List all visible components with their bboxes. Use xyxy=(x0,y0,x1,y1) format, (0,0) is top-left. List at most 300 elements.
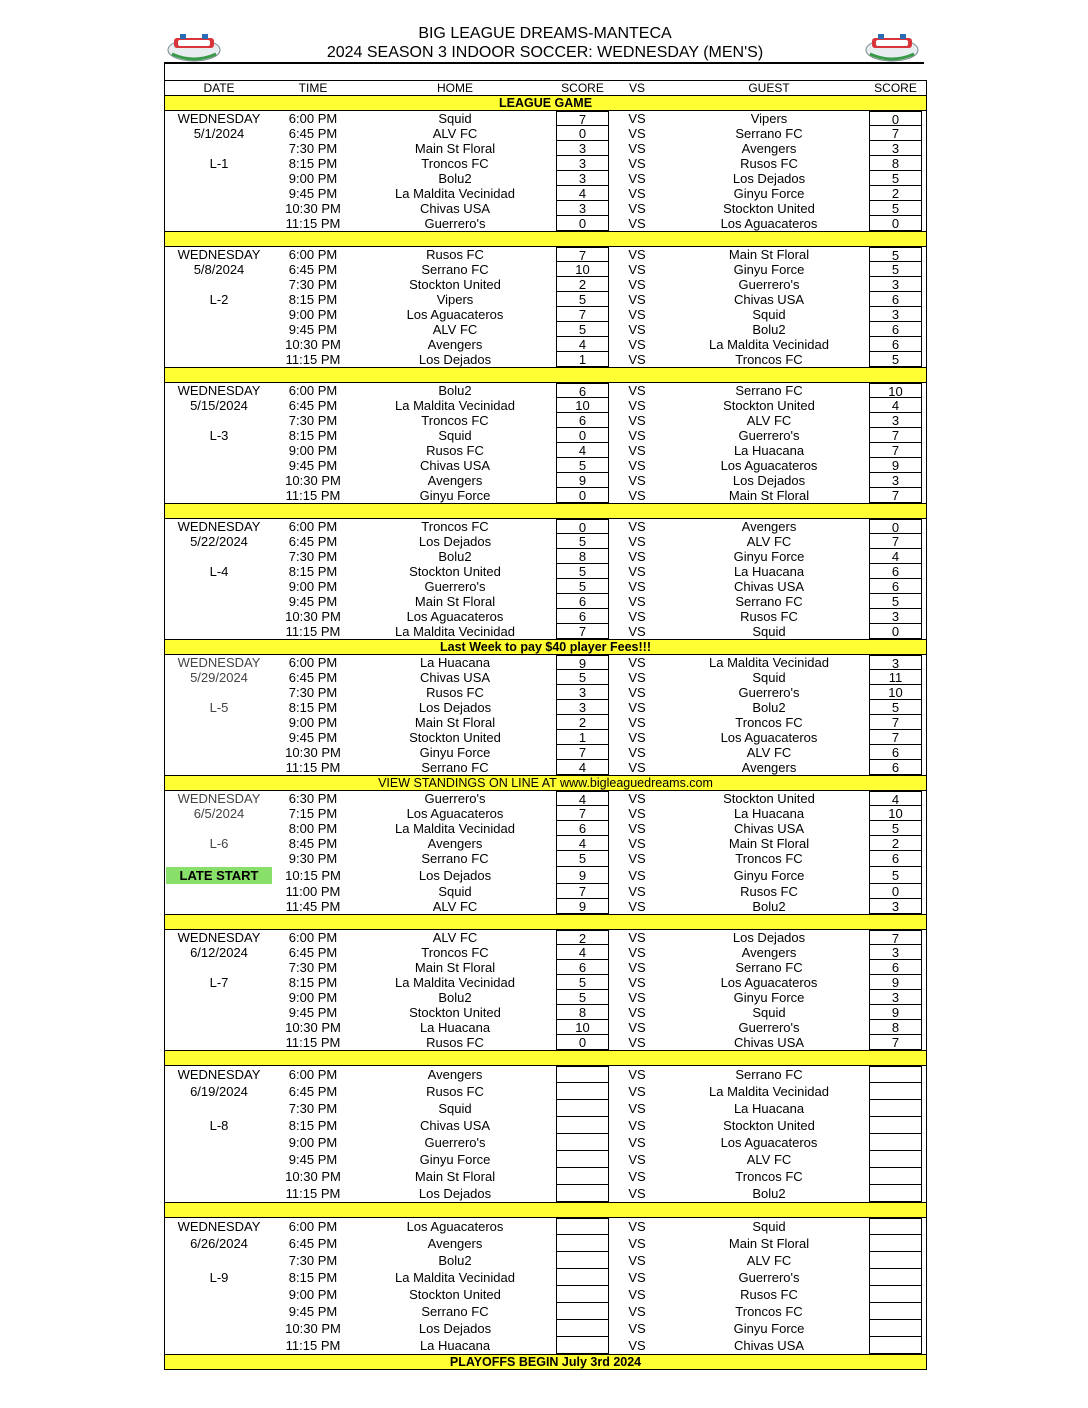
game-time: 11:15 PM xyxy=(285,488,341,503)
guest-score-cell[interactable] xyxy=(869,1269,922,1286)
home-team: Ginyu Force xyxy=(419,488,491,503)
home-team: Los Dejados xyxy=(418,700,492,715)
game-row xyxy=(165,730,926,745)
guest-score-cell[interactable] xyxy=(869,1083,922,1100)
home-score-cell[interactable]: 7 xyxy=(556,247,609,262)
home-score-cell[interactable]: 10 xyxy=(556,1020,609,1035)
home-score-cell[interactable]: 5 xyxy=(556,670,609,685)
game-row xyxy=(165,1185,926,1202)
game-row xyxy=(165,899,926,914)
league-game-band: LEAGUE GAME xyxy=(165,95,926,111)
guest-score-cell[interactable]: 6 xyxy=(869,564,922,579)
col-vs: VS xyxy=(628,81,645,95)
vs-label: VS xyxy=(628,201,646,216)
game-row xyxy=(165,609,926,624)
game-time: 6:30 PM xyxy=(288,791,338,806)
guest-team: Los Aguacateros xyxy=(720,458,818,473)
game-time: 9:00 PM xyxy=(288,990,338,1005)
home-score-cell[interactable]: 5 xyxy=(556,851,609,867)
game-row xyxy=(165,1005,926,1020)
guest-score-cell[interactable] xyxy=(869,1320,922,1337)
guest-team: ALV FC xyxy=(746,1253,792,1268)
guest-team: Bolu2 xyxy=(752,700,786,715)
separator-band xyxy=(165,914,926,930)
guest-score-cell[interactable]: 6 xyxy=(869,760,922,775)
home-score-cell[interactable]: 4 xyxy=(556,760,609,775)
game-time: 10:30 PM xyxy=(285,201,341,216)
home-team: Serrano FC xyxy=(421,760,489,775)
guest-score-cell[interactable] xyxy=(869,1185,922,1202)
home-score-cell[interactable]: 0 xyxy=(556,428,609,443)
home-score-cell[interactable]: 0 xyxy=(556,488,609,503)
home-score-cell[interactable]: 8 xyxy=(556,1005,609,1020)
home-team: ALV FC xyxy=(432,930,478,945)
home-score-cell[interactable]: 4 xyxy=(556,443,609,458)
home-score-cell[interactable]: 0 xyxy=(556,216,609,231)
guest-team: Rusos FC xyxy=(740,156,798,171)
home-score-cell[interactable] xyxy=(556,1066,609,1083)
left-rule xyxy=(164,62,165,80)
home-score-cell[interactable]: 9 xyxy=(556,899,609,914)
guest-score-cell[interactable]: 6 xyxy=(869,322,922,337)
home-score-cell[interactable]: 8 xyxy=(556,549,609,564)
game-row xyxy=(165,488,926,503)
home-score-cell[interactable]: 3 xyxy=(556,171,609,186)
game-row xyxy=(165,884,926,899)
game-time: 9:45 PM xyxy=(288,1152,338,1167)
guest-team: Los Aguacateros xyxy=(720,730,818,745)
game-row xyxy=(165,156,926,171)
home-score-cell[interactable]: 10 xyxy=(556,398,609,413)
guest-score-cell[interactable]: 3 xyxy=(869,307,922,322)
week-day: WEDNESDAY xyxy=(177,930,261,945)
home-score-cell[interactable]: 3 xyxy=(556,700,609,715)
guest-team: Los Aguacateros xyxy=(720,975,818,990)
game-row xyxy=(165,277,926,292)
separator-band xyxy=(165,503,926,519)
home-score-cell[interactable]: 3 xyxy=(556,141,609,156)
home-score-cell[interactable] xyxy=(556,1185,609,1202)
guest-score-cell[interactable]: 2 xyxy=(869,186,922,201)
guest-score-cell[interactable] xyxy=(869,1235,922,1252)
vs-label: VS xyxy=(628,960,646,975)
guest-team: ALV FC xyxy=(746,534,792,549)
home-team: Troncos FC xyxy=(421,156,489,171)
vs-label: VS xyxy=(628,186,646,201)
guest-score-cell[interactable]: 0 xyxy=(869,519,922,534)
game-row xyxy=(165,579,926,594)
game-time: 9:00 PM xyxy=(288,1287,338,1302)
home-score-cell[interactable]: 7 xyxy=(556,745,609,760)
guest-score-cell[interactable] xyxy=(869,1286,922,1303)
game-time: 6:45 PM xyxy=(288,398,338,413)
guest-score-cell[interactable]: 7 xyxy=(869,488,922,503)
guest-score-cell[interactable]: 6 xyxy=(869,851,922,867)
home-score-cell[interactable]: 7 xyxy=(556,111,609,126)
guest-score-cell[interactable]: 7 xyxy=(869,534,922,549)
guest-score-cell[interactable]: 5 xyxy=(869,247,922,262)
home-score-cell[interactable]: 7 xyxy=(556,884,609,899)
week-date: 5/15/2024 xyxy=(190,398,248,413)
home-team: Chivas USA xyxy=(419,670,491,685)
guest-score-cell[interactable]: 3 xyxy=(869,655,922,670)
home-team: Serrano FC xyxy=(421,1304,489,1319)
home-team: Guerrero's xyxy=(424,216,486,231)
home-score-cell[interactable] xyxy=(556,1083,609,1100)
guest-score-cell[interactable]: 7 xyxy=(869,443,922,458)
home-team: La Maldita Vecinidad xyxy=(395,821,515,836)
game-row xyxy=(165,1269,926,1286)
guest-score-cell[interactable]: 0 xyxy=(869,624,922,639)
guest-score-cell[interactable]: 10 xyxy=(869,383,922,398)
vs-label: VS xyxy=(628,1219,646,1234)
vs-label: VS xyxy=(628,262,646,277)
guest-score-cell[interactable]: 8 xyxy=(869,1020,922,1035)
home-team: Rusos FC xyxy=(426,247,484,262)
home-score-cell[interactable]: 6 xyxy=(556,609,609,624)
guest-team: Rusos FC xyxy=(740,884,798,899)
home-team: ALV FC xyxy=(432,126,478,141)
guest-team: Bolu2 xyxy=(752,899,786,914)
vs-label: VS xyxy=(628,171,646,186)
home-score-cell[interactable]: 0 xyxy=(556,1035,609,1050)
home-score-cell[interactable] xyxy=(556,1100,609,1117)
game-row xyxy=(165,1083,926,1100)
guest-score-cell[interactable]: 10 xyxy=(869,685,922,700)
home-score-cell[interactable]: 5 xyxy=(556,534,609,549)
guest-score-cell[interactable]: 9 xyxy=(869,975,922,990)
separator-band xyxy=(165,367,926,383)
guest-score-cell[interactable]: 5 xyxy=(869,262,922,277)
home-score-cell[interactable]: 5 xyxy=(556,322,609,337)
vs-label: VS xyxy=(628,473,646,488)
guest-score-cell[interactable]: 2 xyxy=(869,836,922,851)
week-label: L-7 xyxy=(209,975,229,990)
home-score-cell[interactable] xyxy=(556,1151,609,1168)
home-score-cell[interactable]: 10 xyxy=(556,262,609,277)
guest-score-cell[interactable] xyxy=(869,1134,922,1151)
home-score-cell[interactable]: 5 xyxy=(556,990,609,1005)
guest-score-cell[interactable]: 3 xyxy=(869,413,922,428)
game-time: 10:30 PM xyxy=(285,337,341,352)
week-block xyxy=(165,655,926,775)
game-row xyxy=(165,655,926,670)
home-team: Vipers xyxy=(436,292,474,307)
home-score-cell[interactable]: 5 xyxy=(556,579,609,594)
guest-score-cell[interactable] xyxy=(869,1252,922,1269)
week-block xyxy=(165,247,926,367)
home-score-cell[interactable] xyxy=(556,1269,609,1286)
game-row xyxy=(165,960,926,975)
home-team: La Huacana xyxy=(419,1338,491,1353)
home-team: La Huacana xyxy=(419,1020,491,1035)
home-score-cell[interactable]: 5 xyxy=(556,292,609,307)
home-score-cell[interactable]: 4 xyxy=(556,791,609,806)
home-team: La Huacana xyxy=(419,655,491,670)
game-time: 10:30 PM xyxy=(285,609,341,624)
guest-score-cell[interactable]: 0 xyxy=(869,884,922,899)
home-score-cell[interactable] xyxy=(556,1235,609,1252)
home-score-cell[interactable]: 9 xyxy=(556,867,609,884)
vs-label: VS xyxy=(628,990,646,1005)
guest-score-cell[interactable] xyxy=(869,1066,922,1083)
guest-team: Chivas USA xyxy=(733,1338,805,1353)
game-time: 6:45 PM xyxy=(288,1084,338,1099)
guest-score-cell[interactable]: 6 xyxy=(869,292,922,307)
game-row xyxy=(165,594,926,609)
guest-score-cell[interactable]: 6 xyxy=(869,960,922,975)
guest-score-cell[interactable]: 5 xyxy=(869,867,922,884)
home-score-cell[interactable]: 4 xyxy=(556,186,609,201)
vs-label: VS xyxy=(628,383,646,398)
guest-score-cell[interactable]: 6 xyxy=(869,579,922,594)
game-time: 11:15 PM xyxy=(285,1338,341,1353)
home-score-cell[interactable]: 3 xyxy=(556,201,609,216)
game-time: 11:15 PM xyxy=(285,1186,341,1201)
guest-score-cell[interactable] xyxy=(869,1100,922,1117)
home-team: Chivas USA xyxy=(419,201,491,216)
guest-team: Troncos FC xyxy=(735,851,803,866)
game-row xyxy=(165,1134,926,1151)
guest-score-cell[interactable]: 7 xyxy=(869,715,922,730)
week-day: WEDNESDAY xyxy=(177,111,261,126)
game-time: 7:30 PM xyxy=(288,1101,338,1116)
game-time: 8:15 PM xyxy=(288,1118,338,1133)
week-day: WEDNESDAY xyxy=(177,247,261,262)
guest-score-cell[interactable]: 9 xyxy=(869,1005,922,1020)
game-time: 9:00 PM xyxy=(288,1135,338,1150)
home-team: Bolu2 xyxy=(438,990,472,1005)
game-row xyxy=(165,624,926,639)
guest-team: Ginyu Force xyxy=(733,186,805,201)
vs-label: VS xyxy=(628,458,646,473)
game-row xyxy=(165,216,926,231)
home-score-cell[interactable]: 3 xyxy=(556,156,609,171)
guest-team: Vipers xyxy=(750,111,788,126)
guest-score-cell[interactable]: 0 xyxy=(869,216,922,231)
home-score-cell[interactable]: 6 xyxy=(556,413,609,428)
guest-team: Bolu2 xyxy=(752,1186,786,1201)
home-team: ALV FC xyxy=(432,322,478,337)
guest-team: Los Dejados xyxy=(732,171,806,186)
home-team: Squid xyxy=(438,428,472,443)
stadium-logo-left-icon xyxy=(166,30,222,64)
game-time: 9:45 PM xyxy=(288,1304,338,1319)
guest-score-cell[interactable] xyxy=(869,1303,922,1320)
game-row xyxy=(165,1168,926,1185)
home-score-cell[interactable]: 7 xyxy=(556,624,609,639)
week-label: L-9 xyxy=(209,1270,229,1285)
guest-score-cell[interactable]: 5 xyxy=(869,594,922,609)
home-score-cell[interactable]: 1 xyxy=(556,352,609,367)
guest-score-cell[interactable]: 7 xyxy=(869,930,922,945)
guest-score-cell[interactable]: 4 xyxy=(869,398,922,413)
vs-label: VS xyxy=(628,899,646,914)
home-score-cell[interactable]: 0 xyxy=(556,126,609,141)
guest-score-cell[interactable]: 3 xyxy=(869,141,922,156)
game-time: 8:15 PM xyxy=(288,292,338,307)
stadium-logo-right-icon xyxy=(864,30,920,64)
guest-score-cell[interactable]: 8 xyxy=(869,156,922,171)
home-score-cell[interactable]: 4 xyxy=(556,337,609,352)
guest-team: Ginyu Force xyxy=(733,1321,805,1336)
home-team: La Maldita Vecinidad xyxy=(395,975,515,990)
vs-label: VS xyxy=(628,836,646,851)
guest-score-cell[interactable]: 0 xyxy=(869,111,922,126)
home-score-cell[interactable]: 4 xyxy=(556,945,609,960)
week-date: 6/12/2024 xyxy=(190,945,248,960)
standings-band: VIEW STANDINGS ON LINE AT www.bigleaguedreams.com xyxy=(165,775,926,791)
game-row xyxy=(165,186,926,201)
guest-score-cell[interactable]: 5 xyxy=(869,352,922,367)
week-block xyxy=(165,1066,926,1202)
guest-score-cell[interactable] xyxy=(869,1117,922,1134)
guest-score-cell[interactable]: 6 xyxy=(869,337,922,352)
guest-team: Guerrero's xyxy=(738,1020,800,1035)
home-score-cell[interactable]: 2 xyxy=(556,930,609,945)
week-label: L-3 xyxy=(209,428,229,443)
game-time: 9:45 PM xyxy=(288,594,338,609)
home-score-cell[interactable]: 7 xyxy=(556,307,609,322)
home-score-cell[interactable] xyxy=(556,1337,609,1354)
guest-score-cell[interactable]: 7 xyxy=(869,126,922,141)
guest-score-cell[interactable]: 4 xyxy=(869,549,922,564)
game-time: 7:30 PM xyxy=(288,685,338,700)
game-time: 6:00 PM xyxy=(288,519,338,534)
vs-label: VS xyxy=(628,1084,646,1099)
home-team: Bolu2 xyxy=(438,549,472,564)
home-score-cell[interactable]: 6 xyxy=(556,960,609,975)
guest-score-cell[interactable]: 3 xyxy=(869,609,922,624)
home-score-cell[interactable] xyxy=(556,1320,609,1337)
game-row xyxy=(165,141,926,156)
home-score-cell[interactable]: 6 xyxy=(556,821,609,836)
title-rule xyxy=(164,62,924,64)
home-score-cell[interactable]: 2 xyxy=(556,277,609,292)
guest-score-cell[interactable]: 3 xyxy=(869,990,922,1005)
home-score-cell[interactable]: 2 xyxy=(556,715,609,730)
guest-score-cell[interactable] xyxy=(869,1151,922,1168)
home-score-cell[interactable] xyxy=(556,1134,609,1151)
home-score-cell[interactable]: 7 xyxy=(556,806,609,821)
vs-label: VS xyxy=(628,806,646,821)
game-row xyxy=(165,670,926,685)
week-label: L-4 xyxy=(209,564,229,579)
guest-score-cell[interactable]: 5 xyxy=(869,700,922,715)
guest-score-cell[interactable] xyxy=(869,1168,922,1185)
home-team: La Maldita Vecinidad xyxy=(395,1270,515,1285)
home-team: La Maldita Vecinidad xyxy=(395,398,515,413)
vs-label: VS xyxy=(628,760,646,775)
home-score-cell[interactable] xyxy=(556,1218,609,1235)
game-row xyxy=(165,549,926,564)
home-score-cell[interactable] xyxy=(556,1252,609,1269)
guest-team: Stockton United xyxy=(723,1118,815,1133)
guest-score-cell[interactable]: 3 xyxy=(869,945,922,960)
home-score-cell[interactable]: 0 xyxy=(556,519,609,534)
guest-score-cell[interactable]: 11 xyxy=(869,670,922,685)
weeks-container xyxy=(165,111,926,1370)
home-score-cell[interactable] xyxy=(556,1303,609,1320)
vs-label: VS xyxy=(628,352,646,367)
game-row xyxy=(165,867,926,884)
game-row xyxy=(165,851,926,867)
home-score-cell[interactable] xyxy=(556,1117,609,1134)
game-row xyxy=(165,975,926,990)
game-time: 7:30 PM xyxy=(288,549,338,564)
guest-score-cell[interactable]: 5 xyxy=(869,821,922,836)
guest-score-cell[interactable]: 6 xyxy=(869,745,922,760)
home-score-cell[interactable]: 9 xyxy=(556,655,609,670)
guest-team: Chivas USA xyxy=(733,1035,805,1050)
guest-score-cell[interactable]: 7 xyxy=(869,730,922,745)
guest-score-cell[interactable]: 7 xyxy=(869,1035,922,1050)
home-score-cell[interactable]: 3 xyxy=(556,685,609,700)
guest-score-cell[interactable]: 9 xyxy=(869,458,922,473)
home-score-cell[interactable]: 6 xyxy=(556,383,609,398)
guest-team: Rusos FC xyxy=(740,609,798,624)
game-row xyxy=(165,1286,926,1303)
guest-score-cell[interactable]: 3 xyxy=(869,277,922,292)
game-row xyxy=(165,1117,926,1134)
guest-score-cell[interactable] xyxy=(869,1218,922,1235)
home-score-cell[interactable]: 6 xyxy=(556,594,609,609)
home-score-cell[interactable] xyxy=(556,1168,609,1185)
game-row xyxy=(165,564,926,579)
home-score-cell[interactable]: 5 xyxy=(556,458,609,473)
game-time: 7:15 PM xyxy=(288,806,338,821)
guest-score-cell[interactable]: 3 xyxy=(869,899,922,914)
guest-score-cell[interactable]: 4 xyxy=(869,791,922,806)
guest-score-cell[interactable]: 5 xyxy=(869,171,922,186)
game-row xyxy=(165,473,926,488)
guest-score-cell[interactable] xyxy=(869,1337,922,1354)
guest-score-cell[interactable]: 7 xyxy=(869,428,922,443)
guest-score-cell[interactable]: 3 xyxy=(869,473,922,488)
vs-label: VS xyxy=(628,851,646,866)
vs-label: VS xyxy=(628,428,646,443)
vs-label: VS xyxy=(628,277,646,292)
game-row xyxy=(165,383,926,398)
guest-team: Serrano FC xyxy=(735,383,803,398)
game-time: 10:15 PM xyxy=(285,868,341,883)
vs-label: VS xyxy=(628,594,646,609)
guest-score-cell[interactable]: 10 xyxy=(869,806,922,821)
game-time: 7:30 PM xyxy=(288,277,338,292)
separator-band xyxy=(165,231,926,247)
home-team: Squid xyxy=(438,1101,472,1116)
page-title: BIG LEAGUE DREAMS-MANTECA xyxy=(418,25,672,42)
home-score-cell[interactable]: 5 xyxy=(556,975,609,990)
home-score-cell[interactable] xyxy=(556,1286,609,1303)
home-score-cell[interactable]: 1 xyxy=(556,730,609,745)
game-time: 9:00 PM xyxy=(288,579,338,594)
guest-team: Squid xyxy=(752,1005,786,1020)
home-team: Chivas USA xyxy=(419,1118,491,1133)
home-score-cell[interactable]: 4 xyxy=(556,836,609,851)
home-score-cell[interactable]: 5 xyxy=(556,564,609,579)
game-row xyxy=(165,945,926,960)
week-date: 5/1/2024 xyxy=(193,126,245,141)
col-home-score: SCORE xyxy=(561,81,604,95)
guest-team: Guerrero's xyxy=(738,428,800,443)
vs-label: VS xyxy=(628,216,646,231)
game-row xyxy=(165,700,926,715)
guest-score-cell[interactable]: 5 xyxy=(869,201,922,216)
vs-label: VS xyxy=(628,1270,646,1285)
game-time: 8:15 PM xyxy=(288,1270,338,1285)
home-score-cell[interactable]: 9 xyxy=(556,473,609,488)
